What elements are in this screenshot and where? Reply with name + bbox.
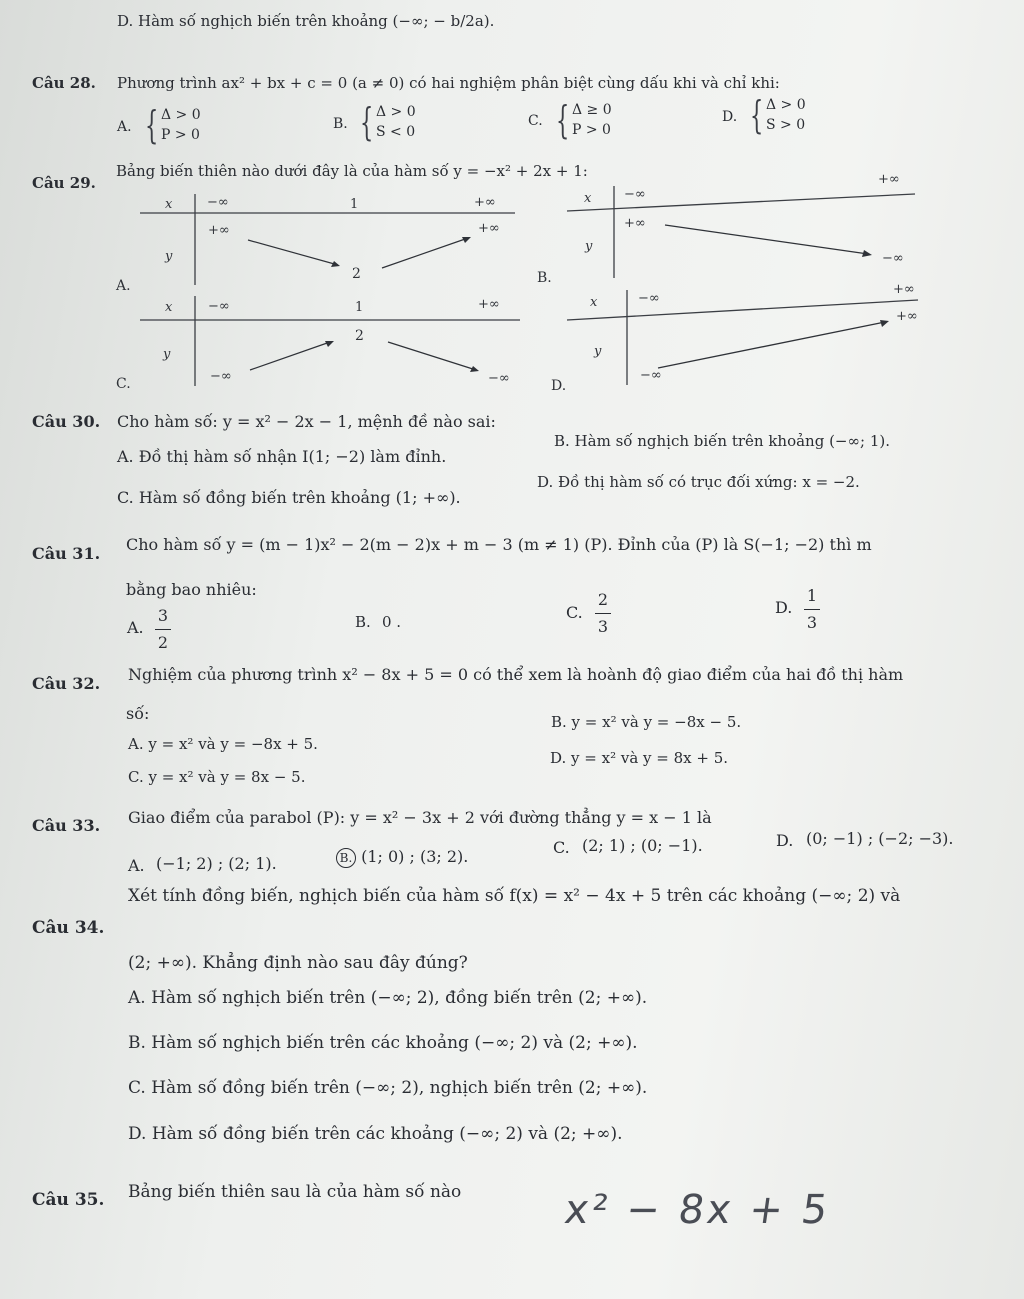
q31-option-d-num: 1 — [806, 586, 818, 605]
q33-option-b — [336, 848, 468, 868]
table-a — [115, 194, 515, 294]
table-b-arrow-down — [665, 225, 868, 254]
table-d-key: D. — [551, 378, 567, 394]
table-c-arrow-up — [250, 342, 330, 370]
table-b — [537, 172, 915, 286]
q35-text: Bảng biến thiên sau là của hàm số nào — [128, 1182, 462, 1202]
exam-page: D. Hàm số nghịch biến trên khoảng (−∞; − b/2a). Câu 28. Phương trình ax² + bx + c = 0 (a ≠ 0) có hai nghiệm phân biệt cùng dấu khi và chỉ khi: A. { Δ > 0 P > 0 B. { Δ > 0 S < 0 C. { Δ ≥ 0 P > 0 D. { Δ > 0 S > 0 Câu 29. Bảng biến thiên nào dưới đây là của hàm số y = −x² + 2x + 1: x −∞ 1 +∞ +∞ +∞ y 2 A. x −∞ +∞ +∞ y −∞ B. x −∞ 1 +∞ 2 y −∞ −∞ C. x −∞ +∞ +∞ y −∞ D. Câu 30. Cho hàm số: y = x² − 2x − 1, mệnh đề nào sai: A. Đồ thị hàm số nhận I(1; −2) làm đỉnh. B. Hàm số nghịch biến trên khoảng (−∞; 1). C. Hàm số đồng biến trên khoảng (1; +∞). D. Đồ thị hàm số có trục đối xứng: x = −2. Câu 31. Cho hàm số y = (m − 1)x² − 2(m − 2)x + m − 3 (m ≠ 1) (P). Đỉnh của (P) là S(−1; −2) thì m bằng bao nhiêu: A. 3 2 B. 0 . C. 2 3 D. 1 3 Câu 32. Nghiệm của phương trình x² − 8x + 5 = 0 có thể xem là hoành độ giao điểm của hai đồ thị hàm số: A. y = x² và y = −8x + 5. B. y = x² và y = −8x − 5. C. y = x² và y = 8x − 5. D. y = x² và y = 8x + 5. Câu 33. Giao điểm của parabol (P): y = x² − 3x + 2 với đường thẳng y = x − 1 là A. (−1; 2) ; (2; 1). B. (1; 0) ; (3; 2). C. (2; 1) ; (0; −1). D. (0; −1) ; (−2; −3). Câu 34. Xét tính đồng biến, nghịch biến của hàm số f(x) = x² − 4x + 5 trên các khoảng (−∞; 2) và (2; +∞). Khẳng định nào sau đây đúng? A. Hàm số nghịch biến trên (−∞; 2), đồng biến trên (2; +∞). B. Hàm số nghịch biến trên các khoảng (−∞; 2) và (2; +∞). C. Hàm số đồng biến trên (−∞; 2), nghịch biến trên (2; +∞). D. Hàm số đồng biến trên các khoảng (−∞; 2) và (2; +∞). Câu 35. Bảng biến thiên sau là của hàm số nào x² − 8x + 5 — [0, 0, 1024, 1299]
table-d-hline — [567, 300, 918, 320]
q31-option-b-key: B. — [355, 613, 371, 631]
table-a-key: A. — [116, 278, 131, 294]
q29-label: Câu 29. — [32, 174, 96, 192]
q30-option-c: C. Hàm số đồng biến trên khoảng (1; +∞). — [117, 488, 461, 507]
table-c-xminus: −∞ — [208, 299, 230, 314]
q33-text: Giao điểm của parabol (P): y = x² − 3x + 2 với đường thẳng y = x − 1 là — [128, 808, 712, 827]
q33-option-b-value: (1; 0) ; (3; 2). — [361, 847, 469, 866]
table-a-ytopleft: +∞ — [208, 223, 230, 238]
q33-option-d-value: (0; −1) ; (−2; −3). — [806, 829, 954, 848]
table-a-xminus: −∞ — [207, 195, 229, 210]
table-c-x: x — [165, 300, 173, 315]
table-c-xmid: 1 — [355, 300, 364, 315]
q28-a-line2: P > 0 — [161, 127, 200, 143]
table-b-hline — [567, 194, 915, 211]
q31-option-a-bar — [155, 629, 171, 630]
table-b-y: y — [585, 239, 593, 254]
q32-text: Nghiệm của phương trình x² − 8x + 5 = 0 có thể xem là hoành độ giao điểm của hai đồ thị hàm — [128, 665, 904, 684]
table-d-x: x — [590, 295, 598, 310]
q31-label: Câu 31. — [32, 544, 101, 563]
table-b-key: B. — [537, 270, 552, 286]
table-a-xmid: 1 — [350, 197, 359, 212]
q28-option-c-key: C. — [528, 113, 543, 129]
q29-text: Bảng biến thiên nào dưới đây là của hàm số y = −x² + 2x + 1: — [116, 162, 588, 180]
q33-option-b-key-circled: B. — [336, 848, 356, 868]
table-d — [551, 282, 918, 394]
table-a-y: y — [165, 249, 173, 264]
q31-text: Cho hàm số y = (m − 1)x² − 2(m − 2)x + m − 3 (m ≠ 1) (P). Đỉnh của (P) là S(−1; −2) thì m — [126, 535, 872, 554]
table-d-arrowhead — [880, 320, 889, 327]
table-d-y: y — [594, 344, 602, 359]
table-c-ybotright: −∞ — [488, 371, 510, 386]
q31-option-c-den: 3 — [597, 617, 609, 636]
q31-option-a-den: 2 — [157, 633, 169, 652]
q34-option-a: A. Hàm số nghịch biến trên (−∞; 2), đồng biến trên (2; +∞). — [128, 988, 648, 1008]
table-c-ybotleft: −∞ — [210, 369, 232, 384]
table-b-arrowhead — [862, 250, 872, 257]
q31-option-c-bar — [595, 613, 611, 614]
q34-option-c: C. Hàm số đồng biến trên (−∞; 2), nghịch biến trên (2; +∞). — [128, 1078, 648, 1098]
table-a-xplus: +∞ — [474, 195, 496, 210]
table-c-arrow-down — [388, 342, 476, 370]
q31-option-b-value: 0 . — [382, 613, 402, 631]
q28-a-line1: Δ > 0 — [161, 107, 201, 123]
q31-option-d-key: D. — [775, 598, 793, 617]
q33-option-c-value: (2; 1) ; (0; −1). — [582, 836, 703, 855]
table-d-xplus: +∞ — [893, 282, 915, 297]
q28-d-line1: Δ > 0 — [766, 97, 806, 113]
q33-label: Câu 33. — [32, 816, 101, 835]
table-c-y: y — [163, 347, 171, 362]
q30-option-d: D. Đồ thị hàm số có trục đối xứng: x = −2. — [537, 473, 860, 491]
variation-tables — [0, 0, 1024, 400]
table-c-ymid: 2 — [355, 328, 364, 344]
table-d-arrow-up — [658, 322, 885, 368]
q31-option-c-num: 2 — [597, 590, 609, 609]
q34-option-d: D. Hàm số đồng biến trên các khoảng (−∞; 2) và (2; +∞). — [128, 1124, 623, 1144]
q34-option-b: B. Hàm số nghịch biến trên các khoảng (−∞; 2) và (2; +∞). — [128, 1033, 638, 1053]
q28-option-b-key: B. — [333, 116, 348, 132]
table-a-arrow-up — [382, 238, 468, 268]
q30-label: Câu 30. — [32, 412, 101, 431]
q28-option-a-key: A. — [117, 119, 132, 135]
q33-option-d-key: D. — [776, 831, 794, 850]
table-b-xplus: +∞ — [878, 172, 900, 187]
table-c-xplus: +∞ — [478, 297, 500, 312]
q30-option-a: A. Đồ thị hàm số nhận I(1; −2) làm đỉnh. — [117, 447, 447, 466]
q28-d-line2: S > 0 — [766, 117, 806, 133]
q28-text: Phương trình ax² + bx + c = 0 (a ≠ 0) có hai nghiệm phân biệt cùng dấu khi và chỉ khi: — [117, 74, 780, 92]
q32-text2: số: — [126, 704, 150, 723]
table-b-ybottom: −∞ — [882, 251, 904, 266]
table-c-arrowhead-up — [325, 341, 334, 347]
q30-option-b: B. Hàm số nghịch biến trên khoảng (−∞; 1). — [554, 432, 890, 450]
q28-c-line1: Δ ≥ 0 — [572, 102, 612, 118]
q30-text: Cho hàm số: y = x² − 2x − 1, mệnh đề nào sai: — [117, 412, 496, 431]
q28-c-line2: P > 0 — [572, 122, 611, 138]
q31-text2: bằng bao nhiêu: — [126, 580, 257, 599]
table-b-ytop: +∞ — [624, 216, 646, 231]
table-b-x: x — [584, 191, 592, 206]
table-c-key: C. — [116, 376, 131, 392]
q33-option-a-key: A. — [128, 856, 145, 875]
q34-label: Câu 34. — [32, 918, 105, 938]
q32-option-a: A. y = x² và y = −8x + 5. — [128, 735, 318, 753]
q33-option-a-value: (−1; 2) ; (2; 1). — [156, 854, 277, 873]
q31-option-d-den: 3 — [806, 613, 818, 632]
table-b-xminus: −∞ — [624, 187, 646, 202]
q32-label: Câu 32. — [32, 674, 101, 693]
table-d-ybottom: −∞ — [640, 368, 662, 383]
q32-option-b: B. y = x² và y = −8x − 5. — [551, 713, 742, 731]
q34-text: Xét tính đồng biến, nghịch biến của hàm số f(x) = x² − 4x + 5 trên các khoảng (−∞; 2) và — [128, 886, 901, 906]
q28-b-line1: Δ > 0 — [376, 104, 416, 120]
q31-option-a-key: A. — [127, 618, 144, 637]
q34-text2: (2; +∞). Khẳng định nào sau đây đúng? — [128, 953, 468, 973]
q32-option-c: C. y = x² và y = 8x − 5. — [128, 768, 306, 786]
q27-option-d: D. Hàm số nghịch biến trên khoảng (−∞; − b/2a). — [117, 12, 495, 30]
table-a-ymid: 2 — [352, 266, 361, 282]
table-a-arrow-down — [248, 240, 338, 265]
q33-option-c-key: C. — [553, 838, 570, 857]
table-c — [116, 296, 520, 392]
q28-option-d-key: D. — [722, 109, 738, 125]
q28-label: Câu 28. — [32, 74, 96, 92]
q31-option-c-key: C. — [566, 603, 583, 622]
handwritten-note: x² − 8x + 5 — [561, 1187, 834, 1233]
q31-option-a-num: 3 — [157, 606, 169, 625]
q32-option-d: D. y = x² và y = 8x + 5. — [550, 749, 729, 767]
q35-label: Câu 35. — [32, 1190, 105, 1210]
q28-b-line2: S < 0 — [376, 124, 416, 140]
table-a-ytopright: +∞ — [478, 221, 500, 236]
table-d-ytop: +∞ — [896, 309, 918, 324]
table-a-x: x — [165, 197, 173, 212]
table-d-xminus: −∞ — [638, 291, 660, 306]
q31-option-d-bar — [804, 609, 820, 610]
